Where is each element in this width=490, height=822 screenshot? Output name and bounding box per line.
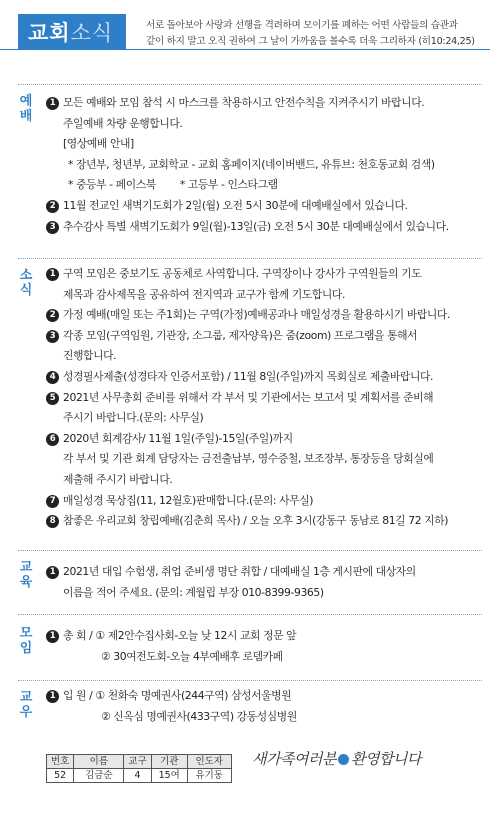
label-char: 식 [19,283,33,298]
item-text: 제출해 주시기 바랍니다. [63,472,173,486]
list-item [46,305,482,326]
table-cell: 김금순 [74,769,124,783]
list-item [46,264,482,285]
table-header: 기관 [151,755,187,769]
section-label-news [18,268,34,298]
item-text: 제목과 감사제목을 공유하여 전지역과 교구가 함께 기도합니다. [63,287,345,301]
table-cell: 4 [124,769,151,783]
item-text: 추수감사 특별 새벽기도회가 9일(월)-13일(금) 오전 5시 30분 대예배실에서 있습니다. [63,219,449,233]
number-badge: 8 [46,515,59,528]
number-badge: 1 [46,690,59,703]
item-text: 구역 모임은 중보기도 공동체로 사역합니다. 구역장이나 강사가 구역원들의 기도 [63,267,422,280]
section-body-news [46,264,482,532]
label-char: 모 [19,626,33,641]
list-item [46,562,482,583]
table-cell: 15여 [151,769,187,783]
list-item [46,388,482,409]
item-text: 입 원 / ① 천화숙 명예권사(244구역) 삼성서울병원 [63,689,292,702]
item-text: 이름을 적어 주세요. (문의: 계월립 부장 010-8399-9365) [63,585,324,599]
label-char: 우 [19,705,33,720]
item-text: 주일예배 차량 운행합니다. [63,116,183,130]
section-label-education [18,560,34,590]
heart-icon [338,754,349,765]
item-text: ② 신옥심 명예권사(433구역) 강동성심병원 [101,709,297,723]
label-char: 소 [19,268,33,283]
section-body-education [46,562,482,603]
item-text: 매일성경 묵상집(11, 12월호)판매합니다.(문의: 사무실) [63,493,314,507]
label-char: 교 [19,690,33,705]
list-item [46,511,482,532]
section-label-worship [18,94,34,124]
list-item [46,367,482,388]
section-label-members [18,690,34,720]
number-badge: 3 [46,221,59,234]
label-char: 교 [19,560,33,575]
number-badge: 3 [46,330,59,343]
item-text: 각종 모임(구역임원, 기관장, 소그룹, 제자양육)은 줌(zoom) 프로그램을 통해서 [63,328,418,342]
table-cell: 유기동 [187,769,231,783]
number-badge: 1 [46,566,59,579]
signature-text: 새가족여러분 [252,750,336,768]
table-header: 번호 [47,755,74,769]
item-text: * 장년부, 청년부, 교회학교 - 교회 홈페이지(네이버밴드, 유튜브: 천호동교회 검색) [68,157,435,171]
number-badge: 7 [46,495,59,508]
welcome-signature [252,748,421,769]
number-badge: 4 [46,371,59,384]
title-strong: 교회 [28,21,71,45]
item-text: 11월 전교인 새벽기도회가 2일(월) 오전 5시 30분에 대예배실에서 있습니다. [63,198,408,212]
header [0,0,490,76]
verse-line: 같이 하지 말고 오직 권하여 그 날이 가까움을 볼수록 더욱 그리하자 (히10:24,25) [146,36,475,47]
item-text: 총 회 / ① 제2안수집사회-오늘 낮 12시 교회 정문 앞 [63,629,297,642]
label-char: 배 [19,109,33,124]
section-body-worship [46,93,482,237]
number-badge: 1 [46,97,59,110]
table-header: 교구 [124,755,151,769]
label-char: 육 [19,575,33,590]
item-text: 진행합니다. [63,349,117,363]
verse-line: 서로 돌아보아 사랑과 선행을 격려하며 모이기를 폐하는 어떤 사람들의 습관과 [146,20,458,31]
number-badge: 1 [46,630,59,643]
item-text: 2021년 대입 수험생, 취업 준비생 명단 취합 / 대예배실 1층 게시판에 대상자의 [63,565,416,578]
section-divider [18,680,482,681]
list-item [46,196,482,217]
item-text: 2021년 사무총회 준비를 위해서 각 부서 및 기관에서는 보고서 및 계획서를 준비해 [63,390,434,404]
number-badge: 6 [46,433,59,446]
section-body-members [46,686,482,727]
item-text: * 고등부 - 인스타그램 [179,178,278,192]
item-text: 모든 예배와 모임 참석 시 마스크를 착용하시고 안전수칙을 지켜주시기 바랍니다. [63,96,425,109]
section-divider [18,614,482,615]
list-item [46,326,482,347]
item-text: 각 부서 및 기관 회계 담당자는 금전출납부, 영수증철, 보조장부, 통장등을 당회실에 [63,452,434,466]
item-text: 가정 예배(매일 또는 주1회)는 구역(가정)예배공과나 매일성경을 활용하시기 바랍니다. [63,308,450,322]
title-light: 소식 [70,21,114,45]
table-header: 인도자 [187,755,231,769]
page-title [18,14,126,50]
signature-text: 환영합니다 [350,750,421,768]
list-item [46,686,482,707]
item-text: 성경필사제출(성경타자 인증서포함) / 11월 8일(주일)까지 목회실로 제출바랍니다. [63,369,434,383]
section-label-meeting [18,626,34,656]
item-text: ② 30여전도회-오늘 4부예배후 로뎀카페 [101,649,283,663]
list-item [46,429,482,450]
item-text: 참좋은 우리교회 창립예배(김춘희 목사) / 오늘 오후 3시(강동구 동남로 81길 72 지하) [63,514,449,528]
scripture-verse [146,18,482,50]
section-divider [18,258,482,259]
new-family-table [46,754,232,783]
item-text-row [46,175,482,196]
item-text: * 중등부 - 페이스북 [68,178,156,192]
section-body-meeting [46,626,482,667]
list-item [46,217,482,238]
label-char: 예 [19,94,33,109]
section-divider [18,84,482,85]
section-divider [18,550,482,551]
number-badge: 1 [46,268,59,281]
list-item [46,491,482,512]
table-header-row [47,755,232,769]
item-text: 주시기 바랍니다.(문의: 사무실) [63,411,204,425]
table-row [47,769,232,783]
number-badge: 5 [46,392,59,405]
item-text: 2020년 회계감사/ 11월 1일(주일)-15일(주일)까지 [63,431,293,445]
number-badge: 2 [46,309,59,322]
list-item [46,93,482,114]
label-char: 임 [19,641,33,656]
table-header: 이름 [74,755,124,769]
item-text: [영상예배 안내] [63,137,134,151]
list-item [46,626,482,647]
table-cell: 52 [47,769,74,783]
number-badge: 2 [46,200,59,213]
